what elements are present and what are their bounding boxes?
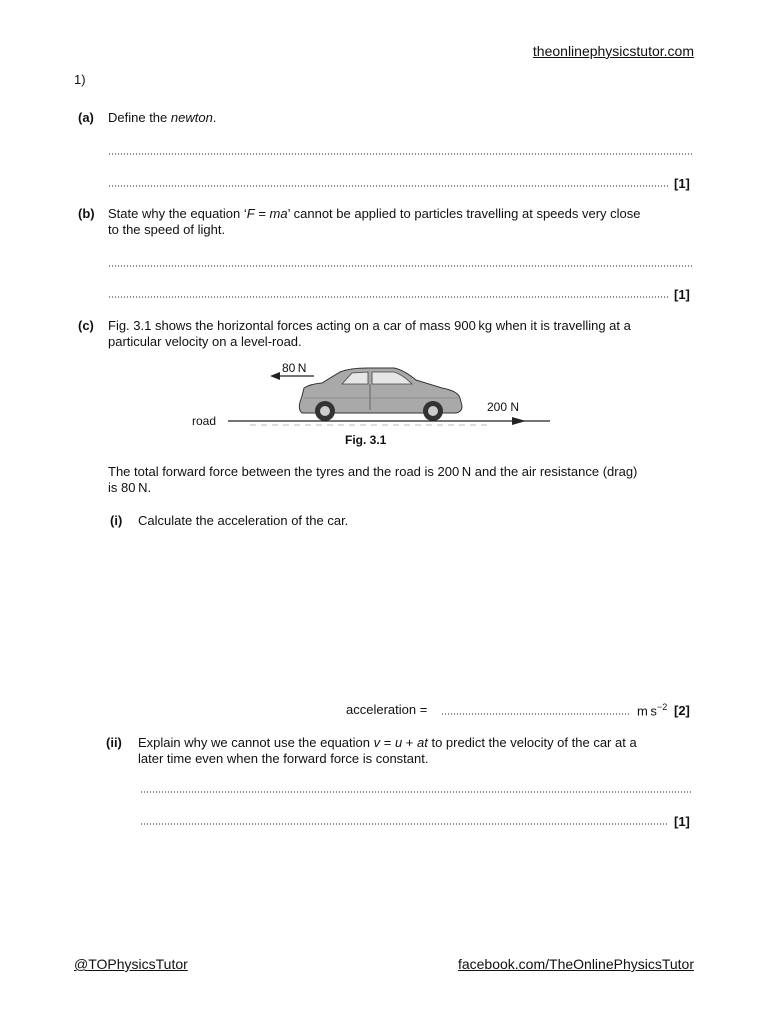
answer-line-b2[interactable]: [108, 296, 668, 298]
acceleration-unit: m $s^{-2}$: [637, 702, 668, 719]
road-label: road: [192, 414, 217, 428]
newton-term: newton: [170, 110, 213, 125]
car-icon: [299, 368, 462, 421]
part-c-label: (c): [78, 318, 94, 333]
part-c-info: The total forward force between the tyres and the road is 200 N and the air resistance (drag) is 80 N.: [108, 464, 638, 495]
part-c-intro: Fig. 3.1 shows the horizontal forces acting on a car of mass 900 kg when it is travelling at a particular velocity on a level-road.: [108, 318, 631, 349]
forward-force-label: 200 N: [487, 400, 520, 414]
part-c-i-question: Calculate the acceleration of the car.: [138, 513, 349, 528]
forward-arrowhead: [512, 417, 526, 425]
part-a-label: (a): [78, 110, 94, 125]
site-link[interactable]: theonlinephysicstutor.com: [532, 43, 694, 59]
twitter-link[interactable]: @TOPhysicsTutor: [74, 956, 188, 972]
part-a-mark: [1]: [674, 176, 690, 191]
drag-force-label: 80 N: [282, 361, 307, 375]
part-c-i-mark: [2]: [674, 703, 690, 718]
acceleration-answer-line[interactable]: [441, 713, 630, 715]
facebook-link[interactable]: facebook.com/TheOnlinePhysicsTutor: [457, 956, 694, 972]
part-c-ii-mark: [1]: [674, 814, 690, 829]
figure-3-1: [190, 358, 560, 450]
acceleration-answer-label: acceleration =: [346, 702, 428, 717]
question-number: 1): [74, 72, 86, 87]
part-b-mark: [1]: [674, 287, 690, 302]
drag-arrowhead: [270, 372, 280, 380]
part-a-question: Define the newton.: [108, 110, 217, 125]
part-c-ii-label: (ii): [106, 735, 122, 750]
answer-line-cii2[interactable]: [140, 823, 668, 825]
figure-caption: Fig. 3.1: [345, 433, 387, 447]
answer-line-cii1[interactable]: [140, 791, 692, 793]
part-c-i-label: (i): [110, 513, 123, 528]
part-b-label: (b): [78, 206, 95, 221]
part-b-question: State why the equation ‘F = ma’ cannot be applied to particles travelling at speeds very close to the speed of light.: [108, 206, 641, 237]
answer-line-a2[interactable]: [108, 185, 668, 187]
answer-line-a1[interactable]: [108, 153, 692, 155]
part-c-ii-question: Explain why we cannot use the equation v = u + at to predict the velocity of the car at a later time even when the forward force is constant.: [138, 735, 637, 766]
answer-line-b1[interactable]: [108, 265, 692, 267]
